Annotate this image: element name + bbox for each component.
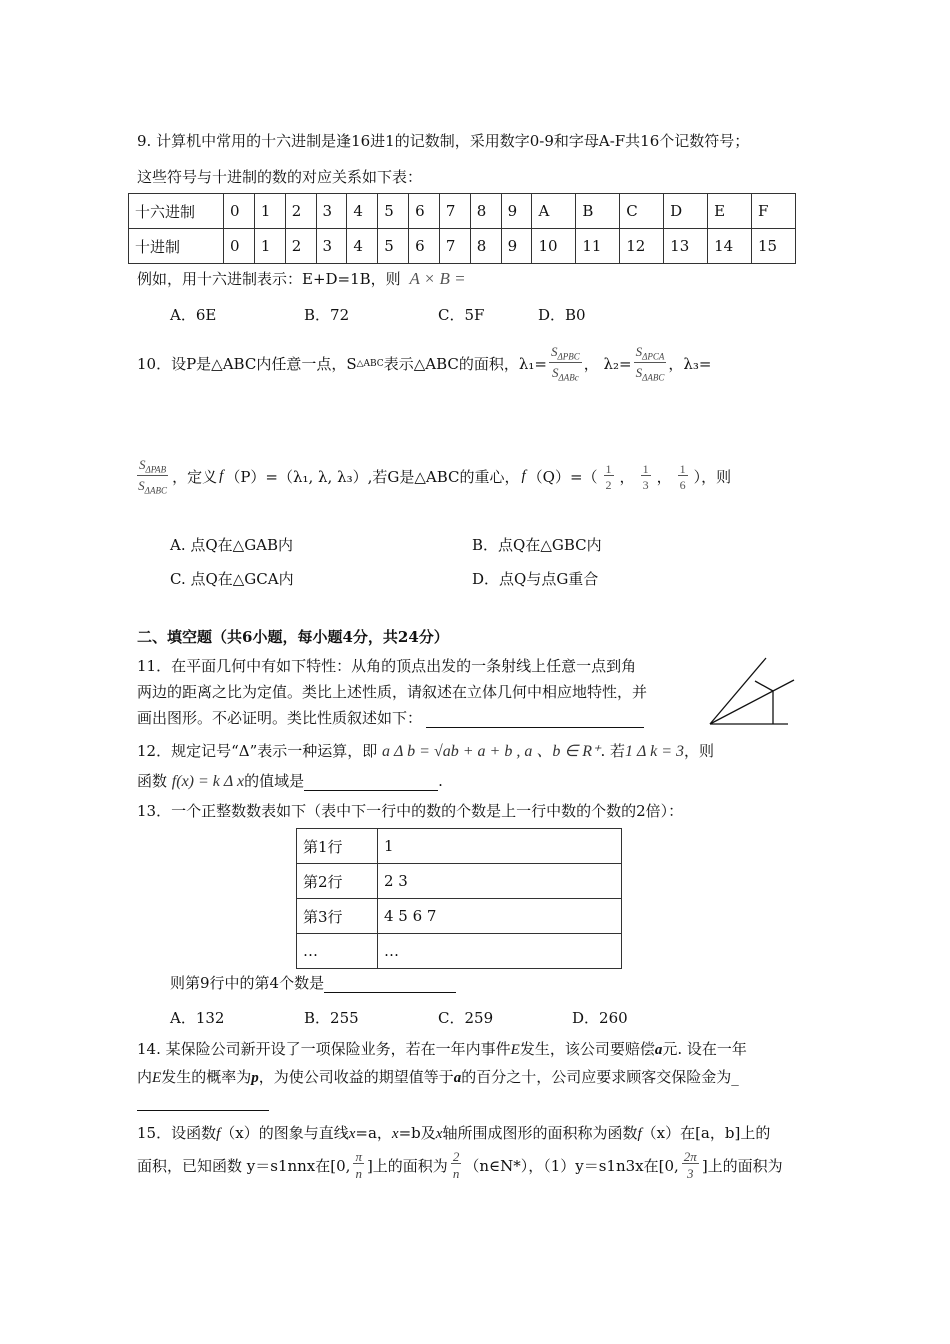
dec-cell: 3 — [316, 229, 347, 264]
number-table-row — [297, 899, 622, 934]
q11-answer-blank — [426, 727, 644, 728]
row-value: 2 3 — [378, 864, 622, 899]
q12-text-a: 12．规定记号“Δ”表示一种运算，即 — [137, 742, 378, 760]
lambda2-fraction — [634, 345, 667, 382]
pi-num: π — [355, 1149, 362, 1164]
hex-cell: 4 — [347, 194, 378, 229]
hex-cell: A — [532, 194, 576, 229]
row-label: 第2行 — [297, 864, 378, 899]
q14-text-c: 元. 设在一年 — [662, 1040, 747, 1058]
dec-cell: 5 — [378, 229, 409, 264]
number-table — [296, 828, 622, 969]
q10-line2: $\frac{S_{\Delta PAB}}{S_{\Delta ABC}}$ ，定义 f （P）=（λ₁, λ, λ₃）,若G是△ABC的重心， f （Q）=（ $\frac{1}{2}$ ， $\frac{1}{3}$ ， $\frac{1}{6}$ ），则 — [138, 457, 732, 496]
dec-cell: 4 — [347, 229, 378, 264]
dec-cell: 2 — [285, 229, 316, 264]
q14-event-e-2: E — [152, 1070, 162, 1086]
perpendicular-to-upper — [755, 681, 773, 691]
q14-text-b: 发生，该公司要赔偿 — [519, 1040, 655, 1058]
q14-blank-end: _ — [731, 1068, 739, 1086]
pi-den: n — [355, 1166, 362, 1181]
q10-text-d: （P）=（λ₁, λ, λ₃）,若G是△ABC的重心， — [225, 468, 520, 487]
hex-cell: 6 — [409, 194, 440, 229]
q-fraction-2 — [641, 463, 651, 491]
q10-option-d: D．点Q与点G重合 — [472, 570, 599, 588]
q15-line1 — [137, 1122, 770, 1143]
q12-function-expr: f(x) = k Δ x — [171, 773, 245, 790]
q15-text-d: =b及 — [398, 1124, 436, 1142]
hex-cell: 1 — [254, 194, 285, 229]
f3-num-sub: ΔPAB — [145, 464, 167, 475]
dec-cell: 6 — [409, 229, 440, 264]
row-value: 1 — [378, 829, 622, 864]
q10-text-b: 表示△ABC的面积，λ — [383, 355, 529, 374]
q9-expr: A × B = — [409, 269, 466, 288]
q15-text-i: （n∈N*），（1）y＝s1n3x在[0, — [464, 1156, 679, 1175]
dec-row — [129, 229, 796, 264]
dec-cell: 0 — [224, 229, 255, 264]
q14-text-d: 内 — [137, 1068, 153, 1086]
q14-var-a: a — [654, 1042, 663, 1058]
f3-den: S — [138, 477, 145, 493]
hex-row-label: 十六进制 — [129, 194, 224, 229]
q13-question-text: 则第9行中的第4个数是 — [170, 974, 325, 992]
q9-option-c: C．5F — [438, 306, 485, 324]
f2-num-sub: ΔPCA — [642, 351, 665, 362]
f2-den: S — [635, 364, 643, 380]
two-den: n — [452, 1166, 460, 1181]
dec-cell: 1 — [254, 229, 285, 264]
number-table-row — [297, 864, 622, 899]
dec-cell: 9 — [501, 229, 532, 264]
dec-row-label: 十进制 — [129, 229, 224, 264]
q15-line2 — [137, 1150, 783, 1180]
angle-figure — [700, 652, 800, 730]
q13-option-a: A．132 — [170, 1009, 225, 1027]
q13-answer-blank — [324, 992, 456, 993]
q1-den: 2 — [605, 477, 612, 492]
row-value: 4 5 6 7 — [378, 899, 622, 934]
q14-text-e: 发生的概率为 — [161, 1068, 252, 1086]
q11-line3-text: 画出图形。不必证明。类比性质叙述如下： — [137, 709, 423, 727]
f3-num: S — [139, 457, 146, 472]
dec-cell: 11 — [576, 229, 620, 264]
q9-example — [137, 268, 466, 289]
q15-x-3: x — [435, 1126, 443, 1142]
dec-cell: 7 — [439, 229, 470, 264]
q14-text-g: 的百分之十，公司应要求顾客交保险金为 — [461, 1068, 732, 1086]
hex-cell: B — [576, 194, 620, 229]
q3-num: 1 — [679, 461, 686, 476]
angle-ray — [710, 680, 794, 724]
q12-text-b: . 若 — [600, 742, 626, 760]
q11-line3 — [137, 707, 644, 728]
q9-line1: 9. 计算机中常用的十六进制是逢16进1的记数制，采用数字0-9和字母A-F共16个记数符号； — [137, 132, 750, 150]
dec-cell: 15 — [751, 229, 795, 264]
q10-fname-2: f — [521, 468, 526, 485]
q15-text-e: 轴所围成图形的面积称为函数 — [442, 1124, 638, 1142]
q-fraction-1 — [604, 463, 614, 491]
f1-den-sub: ΔABc — [558, 372, 579, 383]
lambda3-fraction — [137, 458, 168, 495]
q13-option-b: B．255 — [304, 1009, 359, 1027]
f1-den: S — [551, 364, 559, 380]
q15-f: f — [216, 1126, 221, 1142]
q15-text-j: ]上的面积为 — [701, 1156, 783, 1175]
dec-cell: 10 — [532, 229, 576, 264]
q10-text-a: 10．设P是△ABC内任意一点，S — [137, 355, 357, 374]
q-fraction-3 — [678, 463, 688, 491]
q15-text-f: （x）在[a，b]上的 — [641, 1124, 771, 1142]
q12-text-c: ，则 — [684, 742, 715, 760]
q15-text-b: （x）的图象与直线 — [220, 1124, 349, 1142]
hex-cell: 2 — [285, 194, 316, 229]
q10-l2: ， λ₂= — [583, 355, 632, 374]
row-label: 第1行 — [297, 829, 378, 864]
q12-text-d: 函数 — [137, 772, 168, 790]
lambda1-fraction — [549, 345, 582, 382]
q15-x: x — [348, 1126, 356, 1142]
q12-text-e: 的值域是 — [244, 772, 305, 790]
q13-intro: 13．一个正整数数表如下（表中下一行中的数的个数是上一行中数的个数的2倍）： — [137, 802, 684, 820]
f1-num: S — [550, 344, 558, 359]
pi-over-n-fraction — [353, 1150, 364, 1180]
q14-text-f: ，为使公司收益的期望值等于 — [258, 1068, 454, 1086]
q13-option-d: D．260 — [572, 1009, 628, 1027]
q10-option-a: A. 点Q在△GAB内 — [170, 536, 294, 554]
q12-operation-expr: a Δ b = √ab + a + b , a 、b ∈ R⁺ — [382, 743, 601, 760]
hex-cell: D — [664, 194, 708, 229]
q2-den: 3 — [642, 477, 649, 492]
q10-option-b: B．点Q在△GBC内 — [472, 536, 602, 554]
two-num: 2 — [452, 1149, 460, 1164]
q11-line1: 11．在平面几何中有如下特性：从角的顶点出发的一条射线上任意一点到角 — [137, 657, 637, 675]
q10-sub: △ABC — [356, 358, 384, 369]
tpi-num: 2π — [683, 1149, 697, 1164]
two-over-n-fraction — [451, 1150, 462, 1180]
q10-text-c: ，定义 — [172, 468, 218, 487]
q14-var-a-2: a — [453, 1070, 462, 1086]
hex-cell: C — [620, 194, 664, 229]
q15-f-2: f — [637, 1126, 642, 1142]
hex-cell: 7 — [439, 194, 470, 229]
q14-line2 — [137, 1066, 739, 1087]
hex-cell: 8 — [470, 194, 501, 229]
hex-table — [128, 193, 796, 264]
q9-line2: 这些符号与十进制的数的对应关系如下表： — [137, 168, 423, 186]
q15-text-c: =a， — [355, 1124, 392, 1142]
number-table-row — [297, 829, 622, 864]
q9-option-d: D．B0 — [538, 306, 586, 324]
hex-cell: E — [708, 194, 752, 229]
q12-line1 — [137, 738, 714, 761]
angle-side-upper — [710, 658, 766, 724]
q14-answer-blank — [137, 1092, 269, 1111]
q12-condition-expr: 1 Δ k = 3 — [625, 743, 685, 760]
dec-cell: 12 — [620, 229, 664, 264]
q15-text-a: 15．设函数 — [137, 1124, 217, 1142]
q10-l3: ，λ₃= — [668, 355, 712, 374]
f2-num: S — [635, 344, 643, 359]
q15-x-2: x — [391, 1126, 399, 1142]
q10-l1: ₁= — [528, 354, 547, 373]
q13-question — [170, 972, 456, 993]
row-label: … — [297, 934, 378, 969]
q1-num: 1 — [605, 461, 612, 476]
q9-option-b: B．72 — [304, 306, 350, 324]
q15-text-g: 面积，已知函数 y＝s1nnx在[0, — [137, 1156, 351, 1175]
q12-answer-blank — [304, 790, 438, 791]
q14-line1 — [137, 1038, 747, 1059]
q9-option-a: A．6E — [170, 306, 217, 324]
row-value: … — [378, 934, 622, 969]
q10-line1 — [137, 345, 711, 382]
dec-cell: 8 — [470, 229, 501, 264]
dec-cell: 14 — [708, 229, 752, 264]
q12-text-f: . — [438, 772, 443, 790]
q11-line2: 两边的距离之比为定值。类比上述性质，请叙述在立体几何中相应地特性，并 — [137, 683, 648, 701]
hex-cell: 5 — [378, 194, 409, 229]
q2-num: 1 — [642, 461, 649, 476]
q14-event-e: E — [510, 1042, 520, 1058]
q10-text-f: ），则 — [693, 468, 732, 487]
dec-cell: 13 — [664, 229, 708, 264]
f2-den-sub: ΔABC — [642, 372, 665, 383]
section-title: 二、填空题（共6小题，每小题4分，共24分） — [137, 628, 449, 646]
q14-var-p: p — [251, 1070, 259, 1086]
row-label: 第3行 — [297, 899, 378, 934]
tpi-den: 3 — [687, 1166, 694, 1181]
hex-row — [129, 194, 796, 229]
hex-cell: F — [751, 194, 795, 229]
number-table-row — [297, 934, 622, 969]
hex-cell: 3 — [316, 194, 347, 229]
two-pi-over-three-fraction — [682, 1150, 699, 1180]
q10-fname: f — [219, 468, 224, 485]
q15-text-h: ]上的面积为 — [366, 1156, 448, 1175]
q10-text-e: （Q）=（ — [527, 468, 598, 487]
f1-num-sub: ΔPBC — [557, 351, 580, 362]
f3-den-sub: ΔABC — [144, 485, 167, 496]
q3-den: 6 — [679, 477, 686, 492]
q10-option-c: C. 点Q在△GCA内 — [170, 570, 294, 588]
q9-example-text: 例如，用十六进制表示：E+D=1B，则 — [137, 270, 401, 288]
q13-option-c: C．259 — [438, 1009, 494, 1027]
q12-line2 — [137, 770, 443, 791]
hex-cell: 9 — [501, 194, 532, 229]
q14-text-a: 14. 某保险公司新开设了一项保险业务，若在一年内事件 — [137, 1040, 511, 1058]
hex-cell: 0 — [224, 194, 255, 229]
